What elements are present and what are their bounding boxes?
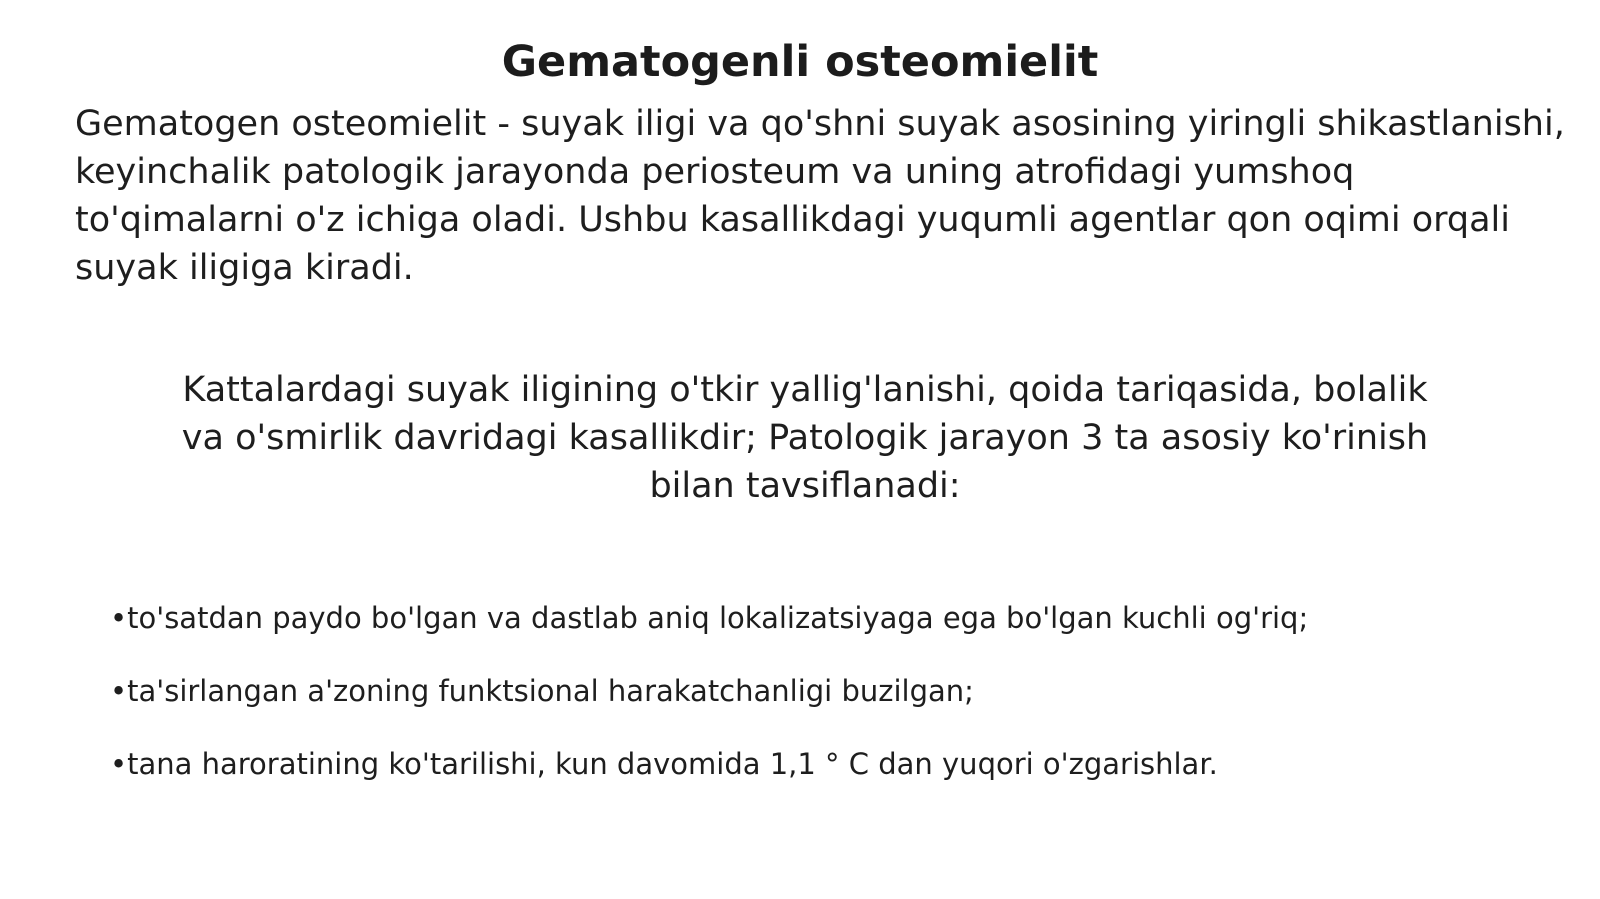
- symptom-list: [110, 598, 1550, 817]
- list-item: •ta'sirlangan a'zoning funktsional harakatchanligi buzilgan;: [110, 674, 974, 708]
- list-item: •tana haroratining ko'tarilishi, kun davomida 1,1 ° C dan yuqori o'zgarishlar.: [110, 747, 1218, 781]
- list-item: •to'satdan paydo bo'lgan va dastlab aniq lokalizatsiyaga ega bo'lgan kuchli og'riq;: [110, 601, 1309, 635]
- intro-paragraph: Gematogen osteomielit - suyak iligi va qo'shni suyak asosining yiringli shikastlanishi, keyinchalik patologik jarayonda periosteum va uning atrofidagi yumshoq to'qimalarni o'z ichiga oladi. Ushbu kasallikdagi yuqumli agentlar qon oqimi orqali suyak iligiga kiradi.: [75, 104, 1565, 288]
- summary-paragraph: Kattalardagi suyak iligining o'tkir yallig'lanishi, qoida tariqasida, bolalik va o'smirlik davridagi kasallikdir; Patologik jarayon 3 ta asosiy ko'rinish bilan tavsiflanadi:: [181, 370, 1429, 506]
- slide-title: Gematogenli osteomielit: [501, 37, 1099, 87]
